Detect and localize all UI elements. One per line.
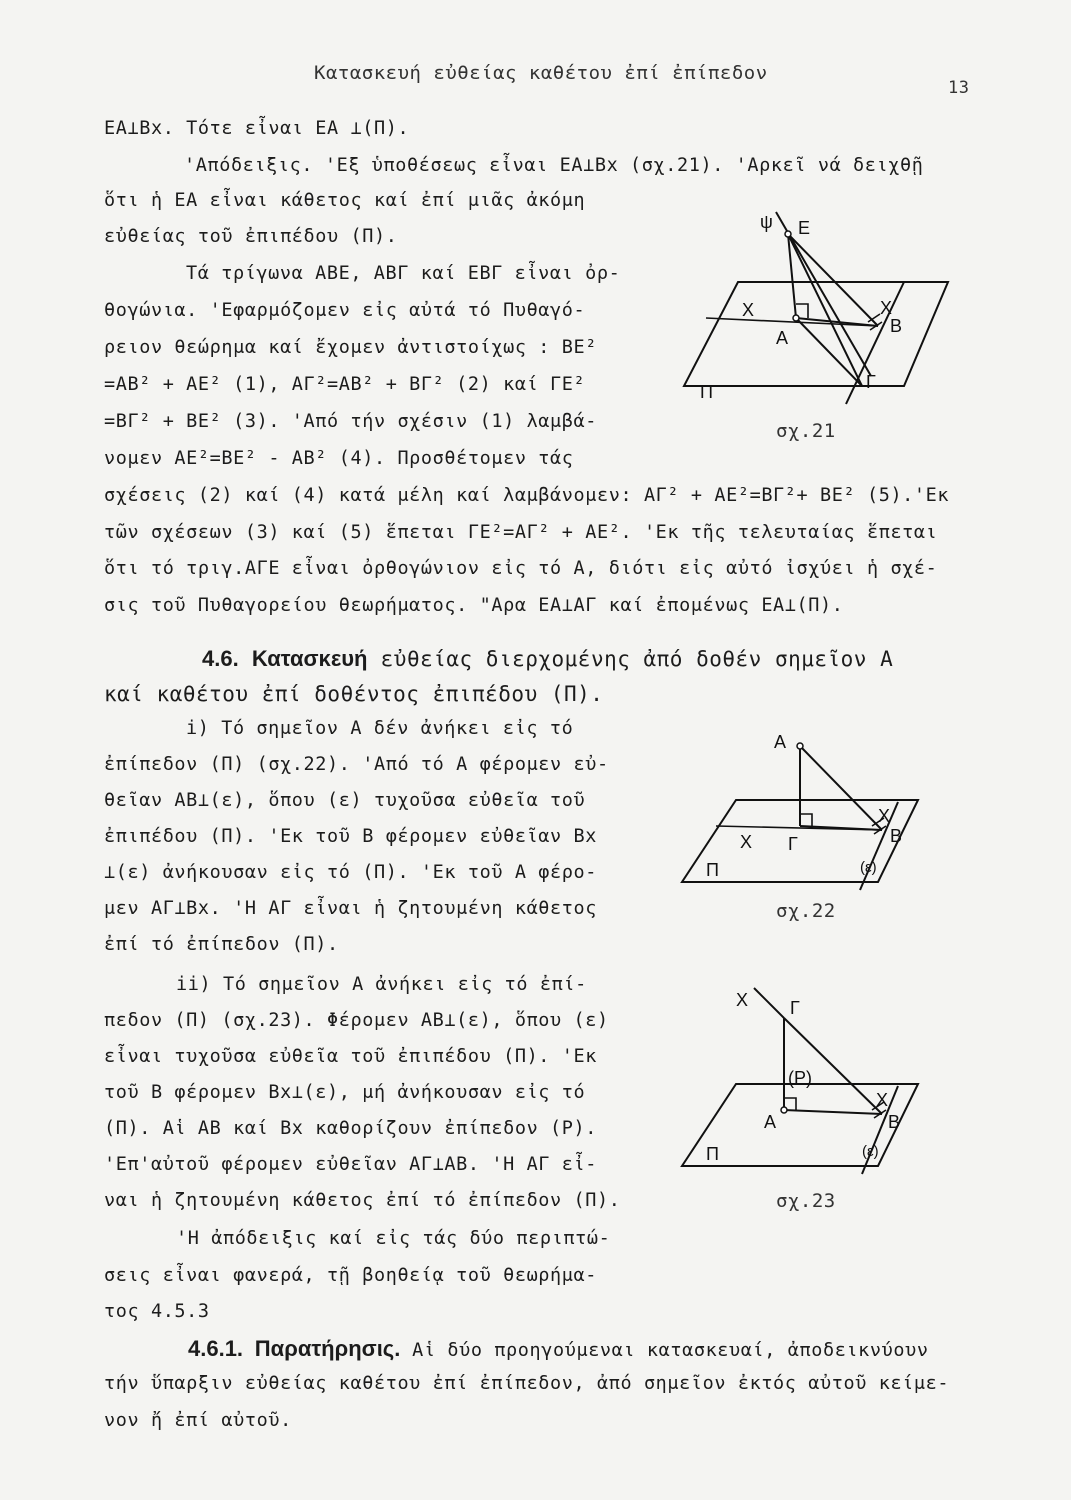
label-R: (Ρ): [788, 1068, 812, 1088]
label-Pi: Π: [700, 382, 713, 402]
figure-23-caption: σχ.23: [776, 1190, 836, 1212]
text-line: σχέσεις (2) καί (4) κατά μέλη καί λαμβάνομεν: ΑΓ² + ΑΕ²=ΒΓ²+ ΒΕ² (5).'Εκ: [104, 485, 950, 506]
label-e: (ε): [860, 859, 877, 876]
text-line: ΕΑ⊥Βx. Τότε εἶναι ΕΑ ⊥(Π).: [104, 118, 410, 139]
text-line: σις τοῦ Πυθαγορείου θεωρήματος. "Αρα ΕΑ⊥ΑΓ καί ἐπομένως ΕΑ⊥(Π).: [104, 595, 844, 616]
text-line: ὅτι τό τριγ.ΑΓΕ εἶναι ὀρθογώνιον εἰς τό Α, διότι εἰς αὐτό ἰσχύει ἡ σχέ-: [104, 558, 938, 579]
label-E: Ε: [798, 218, 811, 238]
segment-AB: [784, 1110, 882, 1114]
remark-title: Παρατήρησις.: [254, 1336, 401, 1361]
case-1-line: ⊥(ε) ἀνήκουσαν εἰς τό (Π). 'Εκ τοῦ Α φέρο-: [104, 862, 597, 883]
plane-pi-outline: [684, 282, 948, 386]
figure-22: [676, 726, 926, 896]
figure-23: [676, 984, 926, 1184]
section-title-line2: καί καθέτου ἐπί δοθέντος ἐπιπέδου (Π).: [104, 682, 604, 706]
label-x-right: Χ: [876, 1090, 889, 1110]
proof-note-line: σεις εἶναι φανερά, τῇ βοηθείᾳ τοῦ θεωρήμα-: [104, 1265, 597, 1286]
remark-line: Αἱ δύο προηγούμεναι κατασκευαί, ἀποδεικνύουν: [412, 1340, 929, 1361]
label-G: Γ: [788, 834, 798, 854]
label-A: Α: [764, 1112, 777, 1132]
label-B: Β: [890, 316, 903, 336]
running-header: Κατασκευή εὐθείας καθέτου ἐπί ἐπίπεδον: [314, 62, 768, 84]
text-line: =ΑΒ² + ΑΕ² (1), ΑΓ²=ΑΒ² + ΒΓ² (2) καί ΓΕ²: [104, 374, 586, 395]
section-number: 4.6.: [202, 646, 239, 671]
case-1-line: θεῖαν ΑΒ⊥(ε), ὅπου (ε) τυχοῦσα εὐθεῖα τοῦ: [104, 790, 586, 811]
case-1-line: i) Τό σημεῖον Α δέν ἀνήκει εἰς τό: [186, 718, 574, 739]
label-G: Γ: [866, 372, 876, 392]
case-2-line: πεδον (Π) (σχ.23). Φέρομεν ΑΒ⊥(ε), ὅπου (ε): [104, 1010, 609, 1031]
case-2-line: ναι ἡ ζητουμένη κάθετος ἐπί τό ἐπίπεδον (Π).: [104, 1190, 621, 1211]
line-x: [706, 318, 878, 326]
text-line: =ΒΓ² + ΒΕ² (3). 'Από τήν σχέσιν (1) λαμβά-: [104, 411, 597, 432]
case-2-line: ii) Τό σημεῖον Α ἀνήκει εἰς τό ἐπί-: [176, 974, 587, 995]
case-1-line: ἐπίπεδον (Π) (σχ.22). 'Από τό Α φέρομεν εὐ-: [104, 754, 609, 775]
label-psi: ψ: [760, 212, 773, 232]
figure-21: [676, 204, 966, 444]
section-title-bold: Κατασκευή: [251, 646, 368, 671]
proof-note-line: τος 4.5.3: [104, 1301, 210, 1322]
text-line: ὅτι ἡ ΕΑ εἶναι κάθετος καί ἐπί μιᾶς ἀκόμη: [104, 190, 586, 211]
segment-GB: [784, 1018, 882, 1114]
case-1-line: ἐπί τό ἐπίπεδον (Π).: [104, 934, 339, 955]
label-A: Α: [776, 328, 789, 348]
remark-line: τήν ὕπαρξιν εὐθείας καθέτου ἐπί ἐπίπεδον, ἀπό σημεῖον ἐκτός αὐτοῦ κείμε-: [104, 1373, 950, 1394]
case-2-line: 'Επ'αὐτοῦ φέρομεν εὐθεῖαν ΑΓ⊥ΑΒ. 'Η ΑΓ εἶ-: [104, 1154, 597, 1175]
label-Pi: Π: [706, 1144, 719, 1164]
remark-number: 4.6.1.: [188, 1336, 244, 1361]
page-number: 13: [948, 78, 970, 98]
figure-22-caption: σχ.22: [776, 900, 836, 922]
case-1-line: ἐπιπέδου (Π). 'Εκ τοῦ Β φέρομεν εὐθεῖαν Βx: [104, 826, 597, 847]
text-line: τῶν σχέσεων (3) καί (5) ἕπεται ΓΕ²=ΑΓ² + ΑΕ². 'Εκ τῆς τελευταίας ἕπεται: [104, 522, 938, 543]
text-line: Τά τρίγωνα ΑΒΕ, ΑΒΓ καί ΕΒΓ εἶναι ὀρ-: [186, 263, 621, 284]
segment-AG: [796, 318, 862, 386]
section-title-rest: εὐθείας διερχομένης ἀπό δοθέν σημεῖον Α: [380, 647, 894, 671]
figure-21-caption: σχ.21: [776, 420, 836, 442]
label-A: Α: [774, 732, 787, 752]
label-x: Χ: [742, 300, 755, 320]
section-heading: [202, 646, 893, 672]
label-B: Β: [890, 826, 903, 846]
label-B: Β: [888, 1112, 901, 1132]
label-x-right: Χ: [878, 806, 891, 826]
case-1-line: μεν ΑΓ⊥Βx. 'Η ΑΓ εἶναι ἡ ζητουμένη κάθετος: [104, 898, 597, 919]
text-line: θογώνια. 'Εφαρμόζομεν εἰς αὐτά τό Πυθαγό-: [104, 300, 586, 321]
label-x: Χ: [740, 832, 753, 852]
right-angle-mark: [800, 814, 812, 826]
case-2-line: τοῦ Β φέρομεν Βx⊥(ε), μή ἀνήκουσαν εἰς τό: [104, 1082, 586, 1103]
case-2-line: (Π). Αἱ ΑΒ καί Βx καθορίζουν ἐπίπεδον (Ρ).: [104, 1118, 597, 1139]
segment-EG: [788, 234, 862, 386]
case-2-line: εἶναι τυχοῦσα εὐθεῖα τοῦ ἐπιπέδου (Π). 'Εκ: [104, 1046, 597, 1067]
text-line: εὐθείας τοῦ ἐπιπέδου (Π).: [104, 226, 398, 247]
remark-heading: [188, 1336, 929, 1362]
label-Pi: Π: [706, 860, 719, 880]
proof-line: 'Απόδειξις. 'Εξ ὑποθέσεως εἶναι ΕΑ⊥Βx (σχ.21). 'Αρκεῖ νά δειχθῇ: [184, 155, 924, 176]
remark-line: νον ἤ ἐπί αὐτοῦ.: [104, 1410, 292, 1431]
label-e: (ε): [862, 1143, 879, 1160]
label-G: Γ: [790, 998, 800, 1018]
line-x-upper: [754, 988, 784, 1018]
text-line: ρειον θεώρημα καί ἔχομεν ἀντιστοίχως : ΒΕ²: [104, 337, 597, 358]
label-x-right: Χ: [880, 298, 893, 318]
label-x: Χ: [736, 990, 749, 1010]
proof-note-line: 'Η ἀπόδειξις καί εἰς τάς δύο περιπτώ-: [176, 1228, 611, 1249]
text-line: νομεν ΑΕ²=ΒΕ² - ΑΒ² (4). Προσθέτομεν τάς: [104, 448, 574, 469]
